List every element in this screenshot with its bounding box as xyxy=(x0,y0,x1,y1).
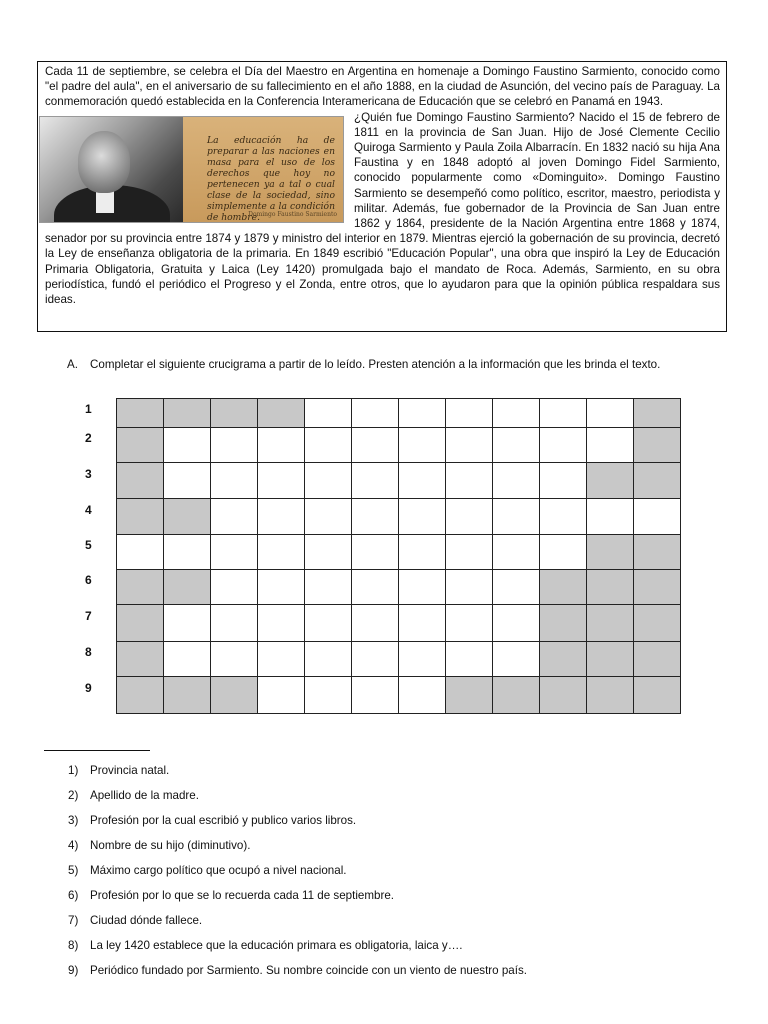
crossword-blocked-cell xyxy=(117,499,164,535)
crossword-cell[interactable] xyxy=(399,499,446,535)
crossword-cell[interactable] xyxy=(258,570,305,605)
crossword-blocked-cell xyxy=(164,677,211,714)
crossword-cell[interactable] xyxy=(493,428,540,463)
crossword-row xyxy=(117,605,681,642)
crossword-blocked-cell xyxy=(634,570,681,605)
crossword-blocked-cell xyxy=(634,605,681,642)
crossword-blocked-cell xyxy=(540,605,587,642)
crossword-row xyxy=(117,570,681,605)
crossword-cell[interactable] xyxy=(446,570,493,605)
clue-text: Periódico fundado por Sarmiento. Su nombre coincide con un viento de nuestro país. xyxy=(90,964,527,977)
crossword-blocked-cell xyxy=(258,399,305,428)
clue-item xyxy=(68,914,748,939)
clue-item xyxy=(68,814,748,839)
crossword-row-number: 1 xyxy=(85,402,92,416)
crossword-cell[interactable] xyxy=(587,499,634,535)
crossword-cell[interactable] xyxy=(587,399,634,428)
crossword-cell[interactable] xyxy=(305,605,352,642)
crossword-cell[interactable] xyxy=(164,605,211,642)
crossword-cell[interactable] xyxy=(446,463,493,499)
crossword-blocked-cell xyxy=(587,463,634,499)
clue-text: Ciudad dónde fallece. xyxy=(90,914,203,927)
crossword-row-number: 9 xyxy=(85,681,92,695)
crossword-blocked-cell xyxy=(587,605,634,642)
crossword-row-number: 2 xyxy=(85,431,92,445)
crossword-row xyxy=(117,463,681,499)
crossword-cell[interactable] xyxy=(352,399,399,428)
clue-list xyxy=(68,764,748,989)
clue-text: Profesión por lo que se lo recuerda cada 11 de septiembre. xyxy=(90,889,394,902)
clue-text: Provincia natal. xyxy=(90,764,170,777)
crossword-cell[interactable] xyxy=(258,463,305,499)
crossword-cell[interactable] xyxy=(305,499,352,535)
crossword-blocked-cell xyxy=(164,570,211,605)
crossword-cell[interactable] xyxy=(352,499,399,535)
crossword-cell[interactable] xyxy=(305,570,352,605)
crossword-cell[interactable] xyxy=(587,428,634,463)
crossword-cell[interactable] xyxy=(211,463,258,499)
crossword-cell[interactable] xyxy=(399,677,446,714)
crossword-blocked-cell xyxy=(634,677,681,714)
clue-item xyxy=(68,789,748,814)
crossword-cell[interactable] xyxy=(493,605,540,642)
crossword-blocked-cell xyxy=(540,642,587,677)
clue-text: Máximo cargo político que ocupó a nivel nacional. xyxy=(90,864,347,877)
quote-panel xyxy=(183,117,343,222)
crossword-cell[interactable] xyxy=(164,428,211,463)
clue-number: 3) xyxy=(68,814,79,827)
crossword-cell[interactable] xyxy=(305,642,352,677)
clue-number: 1) xyxy=(68,764,79,777)
crossword-cell[interactable] xyxy=(211,499,258,535)
crossword-cell[interactable] xyxy=(446,399,493,428)
clue-text: Nombre de su hijo (diminutivo). xyxy=(90,839,251,852)
crossword-row xyxy=(117,399,681,428)
crossword-cell[interactable] xyxy=(540,535,587,570)
crossword-cell[interactable] xyxy=(399,428,446,463)
crossword-blocked-cell xyxy=(493,677,540,714)
crossword-cell[interactable] xyxy=(258,428,305,463)
crossword-cell[interactable] xyxy=(399,642,446,677)
crossword-cell[interactable] xyxy=(352,677,399,714)
crossword-cell[interactable] xyxy=(399,463,446,499)
crossword-cell[interactable] xyxy=(540,399,587,428)
crossword-cell[interactable] xyxy=(211,642,258,677)
crossword-blocked-cell xyxy=(634,463,681,499)
clue-text: La ley 1420 establece que la educación primara es obligatoria, laica y…. xyxy=(90,939,463,952)
crossword-cell[interactable] xyxy=(446,605,493,642)
crossword-blocked-cell xyxy=(164,399,211,428)
crossword-blocked-cell xyxy=(117,399,164,428)
crossword-blocked-cell xyxy=(446,677,493,714)
crossword-cell[interactable] xyxy=(352,428,399,463)
instruction-text: Completar el siguiente crucigrama a partir de lo leído. Presten atención a la información que les brinda el texto. xyxy=(90,358,661,371)
crossword-cell[interactable] xyxy=(305,535,352,570)
crossword-cell[interactable] xyxy=(540,499,587,535)
crossword-cell[interactable] xyxy=(399,399,446,428)
crossword-cell[interactable] xyxy=(117,535,164,570)
clue-number: 5) xyxy=(68,864,79,877)
crossword-cell[interactable] xyxy=(305,428,352,463)
crossword-blocked-cell xyxy=(540,677,587,714)
crossword-blocked-cell xyxy=(117,463,164,499)
quote-text: La educación ha de preparar a las naciones en masa para el uso de los derechos que hoy no pertenecen ya a tal o cual clase de la sociedad, sino simplemente a la condición de hombre. xyxy=(207,134,335,223)
clue-item xyxy=(68,889,748,914)
crossword-blocked-cell xyxy=(117,605,164,642)
footnote-separator xyxy=(44,750,150,751)
crossword-cell[interactable] xyxy=(446,428,493,463)
crossword-cell[interactable] xyxy=(258,642,305,677)
crossword-blocked-cell xyxy=(587,642,634,677)
crossword-blocked-cell xyxy=(164,499,211,535)
crossword-cell[interactable] xyxy=(446,642,493,677)
clue-item xyxy=(68,864,748,889)
crossword-blocked-cell xyxy=(634,642,681,677)
crossword-row-number: 6 xyxy=(85,573,92,587)
quote-signature: Domingo Faustino Sarmiento xyxy=(248,210,337,218)
crossword-cell[interactable] xyxy=(540,463,587,499)
crossword-blocked-cell xyxy=(634,428,681,463)
crossword-cell[interactable] xyxy=(493,463,540,499)
crossword-row xyxy=(117,535,681,570)
crossword-cell[interactable] xyxy=(352,605,399,642)
crossword-cell[interactable] xyxy=(305,677,352,714)
clue-item xyxy=(68,839,748,864)
crossword-cell[interactable] xyxy=(258,499,305,535)
crossword-cell[interactable] xyxy=(305,399,352,428)
crossword-cell[interactable] xyxy=(305,463,352,499)
crossword-row xyxy=(117,499,681,535)
crossword-cell[interactable] xyxy=(258,605,305,642)
clue-number: 2) xyxy=(68,789,79,802)
article-paragraph-1: Cada 11 de septiembre, se celebra el Día del Maestro en Argentina en homenaje a Domingo Faustino Sarmiento, conocido como "el padre del aula", en el aniversario de su fallecimiento en el año 1888, en la ciudad de Asunción, del vecino país de Paraguay. La conmemoración quedó establecida en la Conferencia Interamericana de Educación que se celebró en Panamá en 1943. xyxy=(45,65,720,109)
article-paragraph-2 xyxy=(45,110,720,308)
crossword-cell[interactable] xyxy=(164,642,211,677)
crossword-row-number: 8 xyxy=(85,645,92,659)
clue-number: 9) xyxy=(68,964,79,977)
clue-text: Profesión por la cual escribió y publico varios libros. xyxy=(90,814,357,827)
crossword-blocked-cell xyxy=(211,677,258,714)
crossword-cell[interactable] xyxy=(446,499,493,535)
crossword-cell[interactable] xyxy=(493,399,540,428)
clue-text: Apellido de la madre. xyxy=(90,789,199,802)
sarmiento-photo xyxy=(40,117,183,222)
clue-number: 7) xyxy=(68,914,79,927)
clue-number: 6) xyxy=(68,889,79,902)
crossword-cell[interactable] xyxy=(493,499,540,535)
crossword-cell[interactable] xyxy=(446,535,493,570)
crossword-cell[interactable] xyxy=(634,499,681,535)
crossword-row xyxy=(117,428,681,463)
crossword-blocked-cell xyxy=(117,570,164,605)
crossword-cell[interactable] xyxy=(258,677,305,714)
crossword-blocked-cell xyxy=(634,399,681,428)
crossword-cell[interactable] xyxy=(493,570,540,605)
article-paragraph-2-text: ¿Quién fue Domingo Faustino Sarmiento? Nacido el 15 de febrero de 1811 en la provincia de San Juan. Hijo de José Clemente Cecilio Quiroga Sarmiento y Paula Zoila Albarracín. En 1832 nació su hija Ana Faustina y en 1848 adoptó al joven Domingo Fidel Sarmiento, conocido popularmente como «Dominguito». Domingo Faustino Sarmiento se desempeñó como político, escritor, maestro, periodista y militar. Además, fue gobernador de la Provincia de San Juan entre 1862 y 1864, presidente de la Nación Argentina entre 1868 y 1874, senador por su provincia entre 1874 y 1879 y ministro del interior en 1879. Mientras ejerció la gobernación de su provincia, decretó la Ley de enseñanza obligatoria de la primaria. En 1849 escribió "Educación Popular", una obra que inspiró la Ley de Educación Primaria Obligatoria, Gratuita y Laica (Ley 1420) promulgada bajo el mandato de Roca. Además, Sarmiento, en su obra periodística, fundó el periódico el Progreso y el Zonda, entre otros, que lo ayudaron para que la opinión pública respaldara sus ideas. xyxy=(45,110,720,307)
crossword-cell[interactable] xyxy=(164,463,211,499)
clue-item xyxy=(68,964,748,989)
crossword-blocked-cell xyxy=(117,428,164,463)
clue-number: 8) xyxy=(68,939,79,952)
crossword-row-number: 7 xyxy=(85,609,92,623)
clue-number: 4) xyxy=(68,839,79,852)
crossword-blocked-cell xyxy=(587,535,634,570)
crossword-blocked-cell xyxy=(587,570,634,605)
crossword-row-number: 4 xyxy=(85,503,92,517)
crossword-cell[interactable] xyxy=(399,570,446,605)
crossword-row xyxy=(117,642,681,677)
crossword-cell[interactable] xyxy=(399,605,446,642)
crossword-cell[interactable] xyxy=(164,535,211,570)
crossword-cell[interactable] xyxy=(493,535,540,570)
crossword-cell[interactable] xyxy=(258,535,305,570)
clue-item xyxy=(68,939,748,964)
crossword-row-number: 5 xyxy=(85,538,92,552)
crossword-row xyxy=(117,677,681,714)
crossword-cell[interactable] xyxy=(352,463,399,499)
crossword-cell[interactable] xyxy=(211,428,258,463)
crossword-blocked-cell xyxy=(117,677,164,714)
crossword-row-number: 3 xyxy=(85,467,92,481)
crossword-cell[interactable] xyxy=(211,570,258,605)
crossword-blocked-cell xyxy=(117,642,164,677)
instruction xyxy=(67,357,725,373)
crossword xyxy=(116,398,681,714)
crossword-blocked-cell xyxy=(540,570,587,605)
crossword-cell[interactable] xyxy=(211,535,258,570)
crossword-cell[interactable] xyxy=(352,642,399,677)
crossword-blocked-cell xyxy=(211,399,258,428)
crossword-cell[interactable] xyxy=(493,642,540,677)
crossword-blocked-cell xyxy=(587,677,634,714)
crossword-cell[interactable] xyxy=(399,535,446,570)
instruction-letter: A. xyxy=(67,358,78,371)
crossword-cell[interactable] xyxy=(352,570,399,605)
sarmiento-portrait-image xyxy=(39,116,344,223)
crossword-cell[interactable] xyxy=(540,428,587,463)
crossword-blocked-cell xyxy=(634,535,681,570)
article-box xyxy=(37,61,727,332)
crossword-cell[interactable] xyxy=(211,605,258,642)
crossword-grid xyxy=(116,398,681,714)
clue-item xyxy=(68,764,748,789)
crossword-cell[interactable] xyxy=(352,535,399,570)
